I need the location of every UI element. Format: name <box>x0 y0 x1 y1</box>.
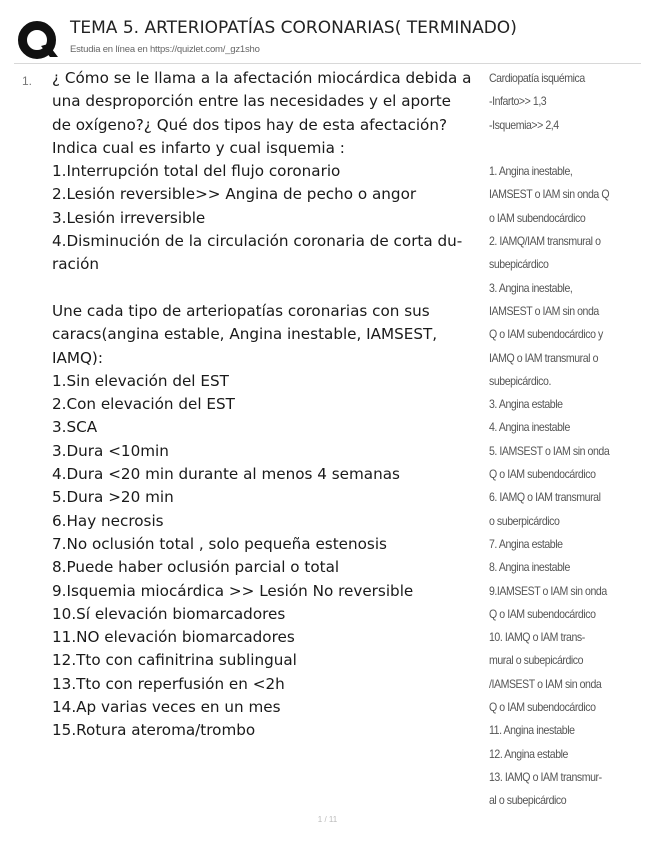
term-line: 3.SCA <box>52 418 98 437</box>
definition-line: al o subepicárdico <box>489 793 567 808</box>
definition-line: 2. IAMQ/IAM transmural o <box>489 234 601 249</box>
term-line: 2.Con elevación del EST <box>52 395 235 414</box>
term-line: 13.Tto con reperfusión en <2h <box>52 674 285 693</box>
term-line <box>52 277 492 300</box>
definition-line: /IAMSEST o IAM sin onda <box>489 676 602 691</box>
definition-line: Q o IAM subendocárdico <box>489 606 596 621</box>
document-title: TEMA 5. ARTERIOPATÍAS CORONARIAS( TERMINADO) <box>70 18 517 38</box>
term-line: ración <box>52 255 100 274</box>
term-line: de oxígeno?¿ Qué dos tipos hay de esta afectación? <box>52 115 448 134</box>
definition-line: subepicárdico <box>489 257 549 272</box>
definition-line: subepicárdico. <box>489 373 551 388</box>
definition-line: 3. Angina inestable, <box>489 280 573 295</box>
document-source-link[interactable]: Estudia en línea en https://quizlet.com/_gz1sho <box>70 44 260 55</box>
term-line: IAMQ): <box>52 348 103 367</box>
definition-line: 11. Angina inestable <box>489 723 575 738</box>
definition-line: o IAM subendocárdico <box>489 210 586 225</box>
definition-line: Cardiopatía isquémica <box>489 71 585 85</box>
definition-line: 12. Angina estable <box>489 746 568 761</box>
definition-line: IAMSEST o IAM sin onda <box>489 303 599 318</box>
term-line: 10.Sí elevación biomarcadores <box>52 604 286 623</box>
definition-line: 3. Angina estable <box>489 397 563 412</box>
header-divider <box>14 63 641 64</box>
definition-line: -Infarto>> 1,3 <box>489 94 547 109</box>
card-term <box>52 67 492 743</box>
term-line: 12.Tto con cafinitrina sublingual <box>52 651 297 670</box>
definition-line: 1. Angina inestable, <box>489 164 573 179</box>
term-line: 3.Lesión irreversible <box>52 208 206 227</box>
card-definition <box>489 67 630 813</box>
term-line: caracs(angina estable, Angina inestable, IAMSEST, <box>52 325 438 344</box>
definition-line: Q o IAM subendocárdico y <box>489 327 603 342</box>
definition-line: mural o subepicárdico <box>489 653 584 668</box>
definition-line: 10. IAMQ o IAM trans- <box>489 630 585 645</box>
quizlet-logo-icon <box>17 20 59 62</box>
term-line: 8.Puede haber oclusión parcial o total <box>52 558 340 577</box>
term-line: 4.Dura <20 min durante al menos 4 semanas <box>52 465 400 484</box>
definition-line: IAMSEST o IAM sin onda Q <box>489 187 610 202</box>
term-line: 5.Dura >20 min <box>52 488 174 507</box>
term-line: 14.Ap varias veces en un mes <box>52 698 281 717</box>
term-line: 1.Sin elevación del EST <box>52 371 229 390</box>
term-line: 15.Rotura ateroma/trombo <box>52 721 256 740</box>
term-line: ¿ Cómo se le llama a la afectación miocárdica debida a <box>52 69 472 87</box>
definition-line: 5. IAMSEST o IAM sin onda <box>489 443 610 458</box>
definition-line: Q o IAM subendocárdico <box>489 700 596 715</box>
definition-line: o suberpicárdico <box>489 513 560 528</box>
term-line: 7.No oclusión total , solo pequeña estenosis <box>52 534 387 553</box>
page-indicator: 1 / 11 <box>317 815 338 824</box>
definition-line: 7. Angina estable <box>489 536 563 551</box>
definition-line: -Isquemia>> 2,4 <box>489 117 559 132</box>
term-line: 2.Lesión reversible>> Angina de pecho o angor <box>52 185 417 204</box>
definition-line: IAMQ o IAM transmural o <box>489 350 599 365</box>
term-line: 4.Disminución de la circulación coronaria de corta du- <box>52 232 463 251</box>
term-line: 3.Dura <10min <box>52 441 169 460</box>
definition-line: 6. IAMQ o IAM transmural <box>489 490 601 505</box>
definition-line: Q o IAM subendocárdico <box>489 467 596 482</box>
term-line: Indica cual es infarto y cual isquemia : <box>52 138 345 157</box>
term-line: una desproporción entre las necesidades y el aporte <box>52 92 452 111</box>
term-line: 9.Isquemia miocárdica >> Lesión No reversible <box>52 581 414 600</box>
card-number: 1. <box>22 74 33 88</box>
definition-line: 9.IAMSEST o IAM sin onda <box>489 583 607 598</box>
term-line: 1.Interrupción total del flujo coronario <box>52 162 341 181</box>
definition-line: 13. IAMQ o IAM transmur- <box>489 769 602 784</box>
term-line: 11.NO elevación biomarcadores <box>52 628 295 647</box>
term-line: Une cada tipo de arteriopatías coronarias con sus <box>52 301 430 320</box>
definition-line <box>489 137 630 160</box>
term-line: 6.Hay necrosis <box>52 511 164 530</box>
definition-line: 8. Angina inestable <box>489 560 570 575</box>
definition-line: 4. Angina inestable <box>489 420 570 435</box>
